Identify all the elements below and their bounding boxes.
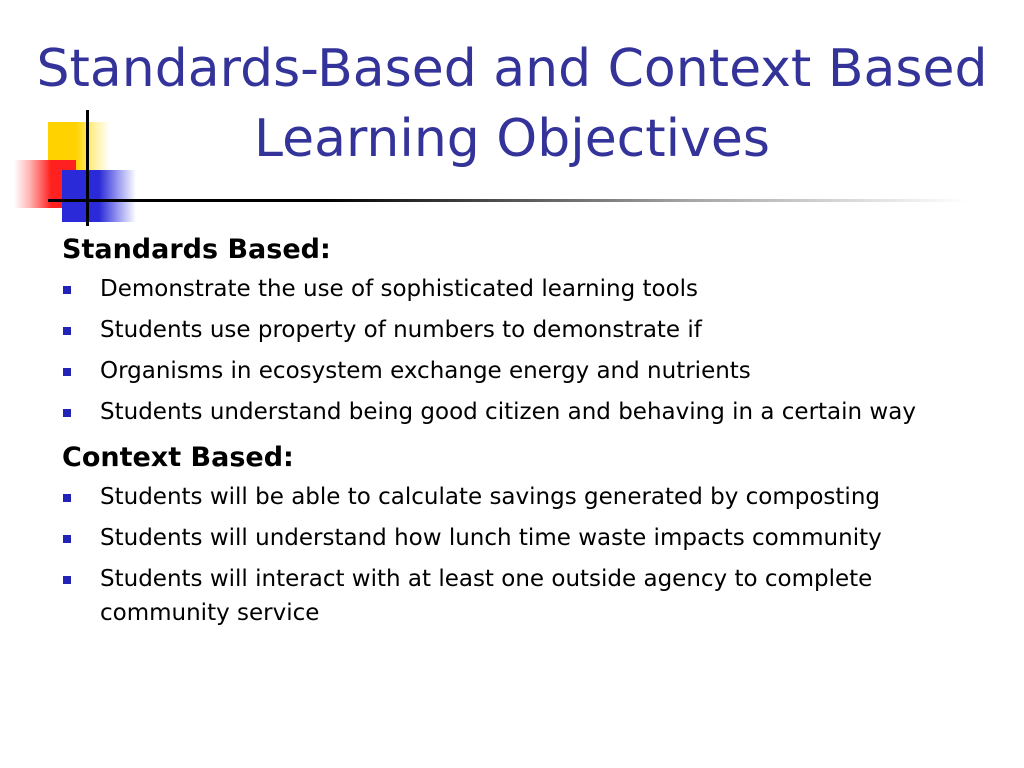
square-bullet-icon [63, 535, 71, 543]
list-item [62, 562, 1002, 630]
section-heading: Context Based: [62, 442, 294, 473]
list-item-text: Students will understand how lunch time waste impacts community [100, 525, 882, 551]
list-item-text: Students will interact with at least one outside agency to complete community service [100, 566, 873, 626]
section-heading: Standards Based: [62, 234, 331, 265]
list-item-text: Organisms in ecosystem exchange energy and nutrients [100, 358, 751, 384]
list-item [62, 521, 1002, 555]
slide-title-line-2: Learning Objectives [254, 109, 770, 169]
square-bullet-icon [63, 409, 71, 417]
list-item [62, 480, 1002, 514]
bullet-list [62, 272, 1002, 429]
slide-title-line-1: Standards-Based and Context Based [36, 39, 988, 99]
list-item [62, 313, 1002, 347]
list-item-text: Students will be able to calculate savings generated by composting [100, 484, 880, 510]
section-standards-based [62, 228, 1002, 429]
list-item [62, 272, 1002, 306]
square-bullet-icon [63, 368, 71, 376]
list-item-text: Students understand being good citizen and behaving in a certain way [100, 399, 916, 425]
list-item-text: Demonstrate the use of sophisticated learning tools [100, 276, 699, 302]
square-bullet-icon [63, 286, 71, 294]
slide-title [0, 34, 1024, 174]
square-bullet-icon [63, 576, 71, 584]
square-bullet-icon [63, 494, 71, 502]
slide-body [62, 228, 1002, 637]
section-context-based [62, 436, 1002, 630]
title-underline-rule [48, 199, 968, 202]
square-bullet-icon [63, 327, 71, 335]
list-item [62, 395, 1002, 429]
list-item-text: Students use property of numbers to demonstrate if [100, 317, 702, 343]
list-item [62, 354, 1002, 388]
bullet-list [62, 480, 1002, 630]
blue-square-shape [62, 170, 136, 222]
